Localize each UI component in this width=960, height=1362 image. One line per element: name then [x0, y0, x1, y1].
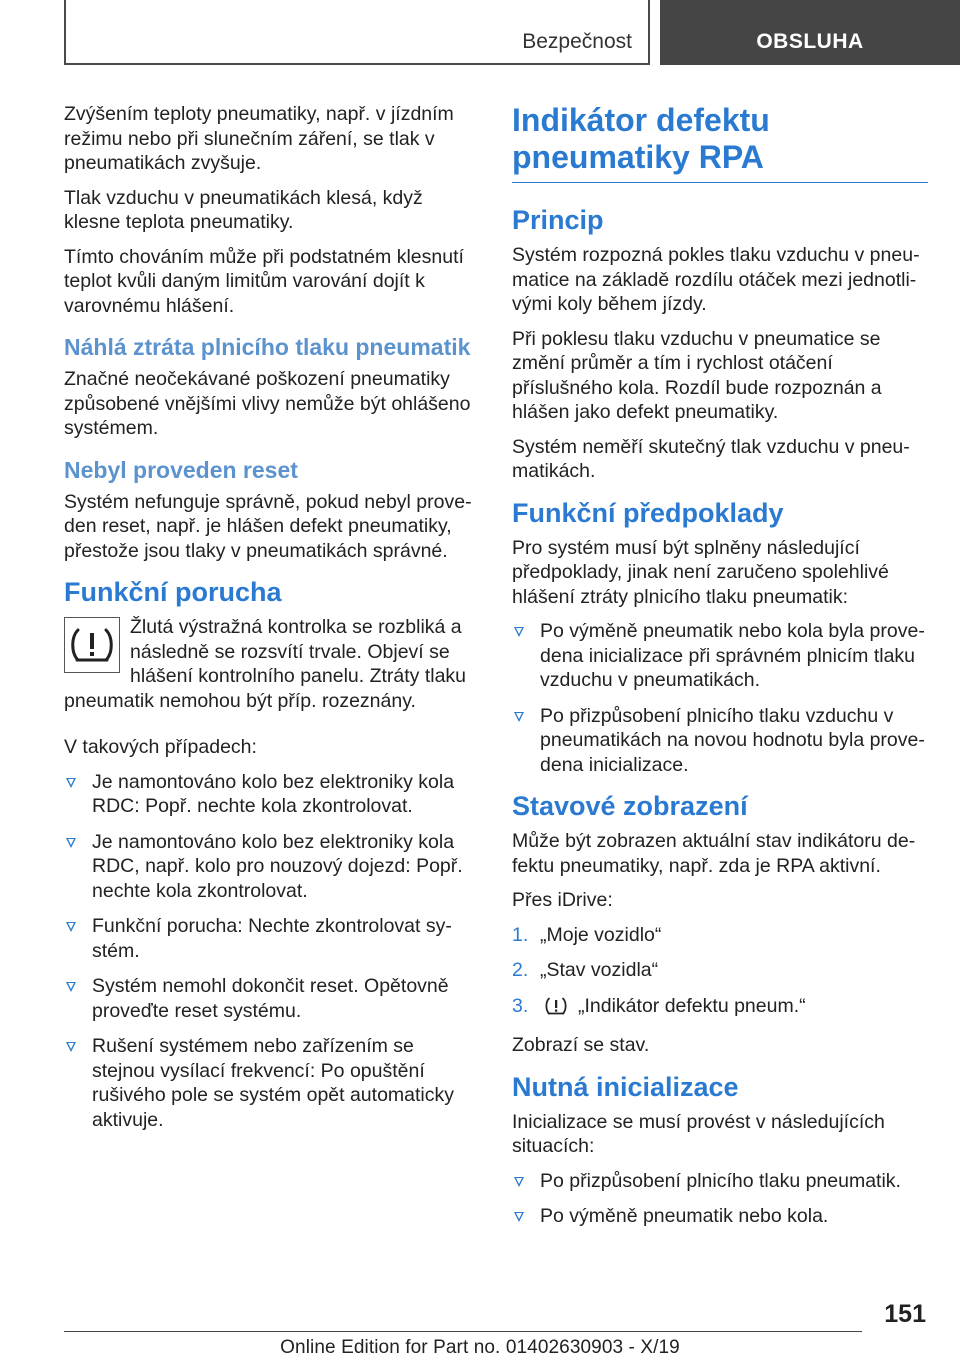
list-item: 2. „Stav vozidla“	[512, 959, 659, 981]
paragraph: Pro systém musí být splněny následující předpoklady, jinak není zaručeno spolehlivé hlášení ztráty plnicího tlaku pneumatik:	[512, 536, 889, 608]
heading-initialization: Nutná inicializace	[512, 1071, 739, 1102]
page-number: 151	[884, 1300, 926, 1328]
list-item: Po přizpůsobení plnicího tlaku pneumatik.	[512, 1169, 928, 1194]
paragraph: Tímto chováním může při podstatném klesnutí teplot kvůli daným limitům varování dojít k varovnému hlášení.	[64, 245, 464, 317]
paragraph: Žlutá výstražná kontrolka se rozbliká a následně se rozsvítí trvale. Objeví se hlášení kontrolního panelu. Ztráty tlaku pneumatik nemohou být příp. rozeznány.	[64, 616, 467, 712]
list-item: Funkční porucha: Nechte zkontrolovat systém.	[64, 914, 476, 963]
list-item: 3. „Indikátor defektu pneum.“	[512, 994, 928, 1023]
paragraph: Při poklesu tlaku vzduchu v pneumatice se změní průměr a tím i rychlost otáčení příslušného kola. Rozdíl bude rozpoznán a hlášen jako defekt pneumatiky.	[512, 327, 882, 423]
paragraph: Zobrazí se stav.	[512, 1034, 650, 1056]
heading-no-reset: Nebyl proveden reset	[64, 456, 298, 483]
malfunction-block	[64, 615, 476, 723]
paragraph: Může být zobrazen aktuální stav indikátoru defektu pneumatiky, např. zda je RPA aktivní.	[512, 830, 916, 877]
list-item: Po výměně pneumatik nebo kola byla provedena inicializace při správném plnicím tlaku vzduchu v pneumatikách.	[512, 619, 928, 693]
init-list	[512, 1169, 928, 1229]
paragraph: Zvýšením teploty pneumatiky, např. v jízdním režimu nebo při slunečním záření, se tlak v pneumatikách zvyšuje.	[64, 103, 454, 174]
paragraph: Přes iDrive:	[512, 889, 613, 911]
paragraph: Inicializace se musí provést v následujících situacích:	[512, 1110, 885, 1157]
idrive-steps	[512, 923, 928, 1023]
triangle-bullet-icon	[66, 922, 76, 932]
header-chapter-tab	[660, 0, 960, 65]
header-frame	[64, 0, 650, 65]
footer-divider	[64, 1331, 862, 1332]
triangle-bullet-icon	[514, 1177, 524, 1187]
header-chapter-label: OBSLUHA	[756, 30, 864, 53]
triangle-bullet-icon	[66, 982, 76, 992]
right-column	[512, 102, 928, 1240]
paragraph: Tlak vzduchu v pneumatikách klesá, když klesne teplota pneumatiky.	[64, 186, 423, 233]
paragraph: Značné neočekávané poškození pneumatiky způsobené vnějšími vlivy nemůže být ohlášeno systémem.	[64, 368, 471, 439]
triangle-bullet-icon	[66, 1042, 76, 1052]
heading-status-display: Stavové zobrazení	[512, 791, 748, 821]
list-item: 1. „Moje vozidlo“	[512, 923, 662, 946]
triangle-bullet-icon	[66, 838, 76, 848]
tire-pressure-warning-icon	[64, 617, 120, 673]
triangle-bullet-icon	[514, 1212, 524, 1222]
list-item: Po přizpůsobení plnicího tlaku vzduchu v pneumatikách na novou hodnotu byla provedena inicializace.	[512, 704, 928, 778]
list-item: Systém nemohl dokončit reset. Opětovně proveďte reset systému.	[64, 974, 476, 1023]
list-item: Je namontováno kolo bez elektroniky kola RDC, např. kolo pro nouzový dojezd: Popř. nechte kola zkontrolovat.	[64, 830, 476, 904]
heading-malfunction: Funkční porucha	[64, 577, 282, 607]
triangle-bullet-icon	[514, 712, 524, 722]
triangle-bullet-icon	[514, 627, 524, 637]
triangle-bullet-icon	[66, 778, 76, 788]
footer-edition: Online Edition for Part no. 01402630903 - X/19	[280, 1337, 680, 1358]
left-column	[64, 102, 476, 1143]
list-item: Rušení systémem nebo zařízením se stejnou vysílací frekvencí: Po opuštění rušivého pole se systém opět automaticky aktivuje.	[64, 1034, 476, 1132]
list-item: Je namontováno kolo bez elektroniky kola RDC: Popř. nechte kola zkontrolovat.	[64, 770, 476, 819]
paragraph: Systém neměří skutečný tlak vzduchu v pneumatikách.	[512, 435, 910, 482]
paragraph: V takových případech:	[64, 736, 257, 758]
tire-pressure-warning-icon	[544, 996, 568, 1023]
heading-sudden-loss: Náhlá ztráta plnicího tlaku pneumatik	[64, 334, 471, 360]
heading-principle: Princip	[512, 205, 604, 235]
paragraph: Systém rozpozná pokles tlaku vzduchu v pneumatice na základě rozdílu otáček mezi jednotlivými koly během jízdy.	[512, 244, 920, 315]
list-item: Po výměně pneumatik nebo kola.	[512, 1204, 928, 1229]
prerequisites-list	[512, 619, 928, 777]
cases-list	[64, 770, 476, 1133]
page-title: Indikátor defektu pneumatiky RPA	[512, 102, 928, 183]
header-section-title: Bezpečnost	[522, 30, 632, 53]
paragraph: Systém nefunguje správně, pokud nebyl proveden reset, např. je hlášen defekt pneumatiky, přestože jsou tlaky v pneumatikách správné.	[64, 490, 472, 562]
heading-prerequisites: Funkční předpoklady	[512, 497, 784, 528]
